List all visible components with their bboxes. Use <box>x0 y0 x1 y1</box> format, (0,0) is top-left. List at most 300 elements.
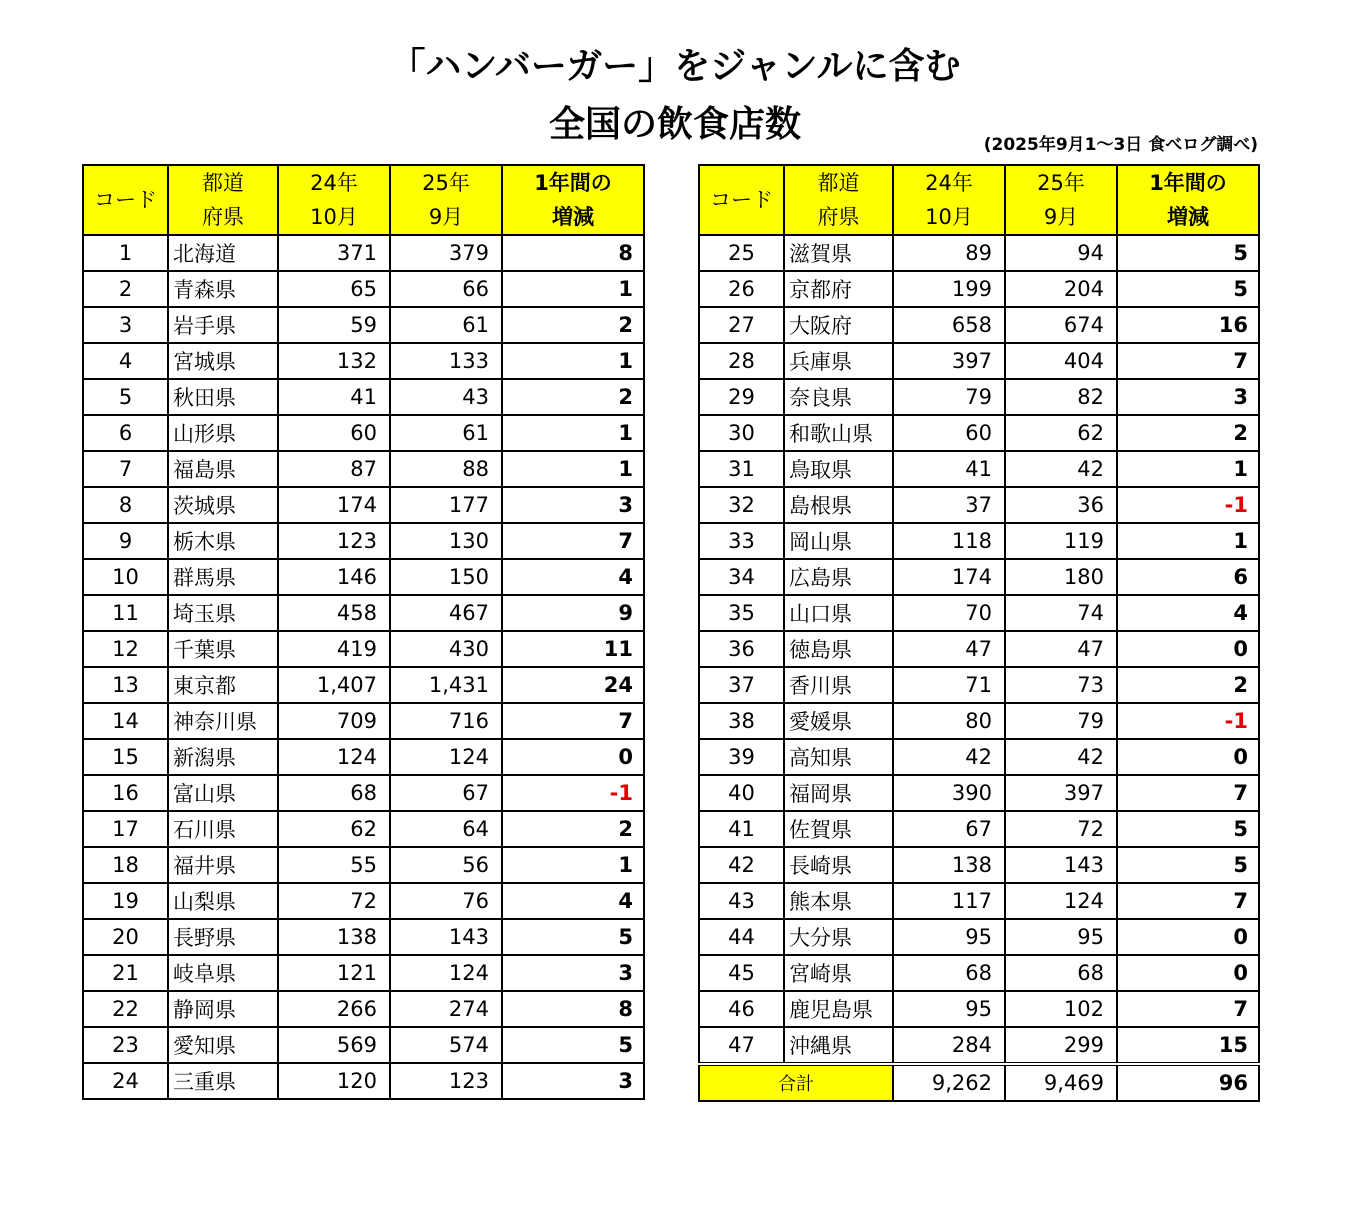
prefecture-cell: 宮崎県 <box>784 955 893 991</box>
prefecture-cell: 長崎県 <box>784 847 893 883</box>
change-cell: 3 <box>1117 379 1259 415</box>
code-cell: 11 <box>83 595 168 631</box>
table-row <box>699 451 1259 487</box>
count-2024-cell: 658 <box>893 307 1005 343</box>
table-row <box>699 883 1259 919</box>
prefecture-cell: 大分県 <box>784 919 893 955</box>
code-cell: 13 <box>83 667 168 703</box>
count-2025-cell: 124 <box>390 739 502 775</box>
header-y25 <box>1005 165 1117 235</box>
change-cell: 3 <box>502 487 644 523</box>
header-y25-line2: 9月 <box>428 205 464 229</box>
table-row <box>83 1027 644 1063</box>
header-pref-line2: 府県 <box>817 205 860 229</box>
count-2025-cell: 66 <box>390 271 502 307</box>
prefecture-cell: 鳥取県 <box>784 451 893 487</box>
code-cell: 33 <box>699 523 784 559</box>
count-2024-cell: 123 <box>278 523 390 559</box>
change-cell: -1 <box>502 775 644 811</box>
count-2024-cell: 68 <box>278 775 390 811</box>
header-y24-line1: 24年 <box>310 171 358 195</box>
table-row <box>699 415 1259 451</box>
change-cell: 2 <box>502 379 644 415</box>
prefecture-cell: 岐阜県 <box>168 955 278 991</box>
count-2024-cell: 41 <box>893 451 1005 487</box>
code-cell: 40 <box>699 775 784 811</box>
prefecture-cell: 栃木県 <box>168 523 278 559</box>
code-cell: 28 <box>699 343 784 379</box>
count-2025-cell: 574 <box>390 1027 502 1063</box>
count-2024-cell: 72 <box>278 883 390 919</box>
count-2024-cell: 95 <box>893 919 1005 955</box>
count-2025-cell: 150 <box>390 559 502 595</box>
change-cell: 4 <box>502 883 644 919</box>
table-row <box>83 595 644 631</box>
code-cell: 37 <box>699 667 784 703</box>
count-2025-cell: 62 <box>1005 415 1117 451</box>
code-cell: 32 <box>699 487 784 523</box>
change-cell: 2 <box>502 307 644 343</box>
count-2025-cell: 124 <box>390 955 502 991</box>
change-cell: 7 <box>502 703 644 739</box>
count-2025-cell: 79 <box>1005 703 1117 739</box>
change-cell: 1 <box>502 343 644 379</box>
count-2025-cell: 74 <box>1005 595 1117 631</box>
prefecture-cell: 東京都 <box>168 667 278 703</box>
count-2025-cell: 1,431 <box>390 667 502 703</box>
count-2024-cell: 42 <box>893 739 1005 775</box>
header-diff-line1: 1年間の <box>534 171 612 195</box>
change-cell: 1 <box>502 451 644 487</box>
code-cell: 27 <box>699 307 784 343</box>
count-2024-cell: 419 <box>278 631 390 667</box>
code-cell: 3 <box>83 307 168 343</box>
code-cell: 10 <box>83 559 168 595</box>
count-2025-cell: 143 <box>1005 847 1117 883</box>
change-cell: 3 <box>502 1063 644 1099</box>
prefecture-cell: 奈良県 <box>784 379 893 415</box>
prefecture-cell: 神奈川県 <box>168 703 278 739</box>
table-right <box>698 164 1260 1102</box>
change-cell: 8 <box>502 235 644 271</box>
count-2024-cell: 55 <box>278 847 390 883</box>
prefecture-cell: 山梨県 <box>168 883 278 919</box>
count-2024-cell: 174 <box>893 559 1005 595</box>
prefecture-cell: 滋賀県 <box>784 235 893 271</box>
header-y25 <box>390 165 502 235</box>
prefecture-cell: 岩手県 <box>168 307 278 343</box>
code-cell: 35 <box>699 595 784 631</box>
count-2024-cell: 390 <box>893 775 1005 811</box>
change-cell: -1 <box>1117 703 1259 739</box>
count-2025-cell: 180 <box>1005 559 1117 595</box>
count-2024-cell: 120 <box>278 1063 390 1099</box>
code-cell: 23 <box>83 1027 168 1063</box>
code-cell: 14 <box>83 703 168 739</box>
change-cell: 2 <box>1117 415 1259 451</box>
prefecture-cell: 広島県 <box>784 559 893 595</box>
prefecture-cell: 宮城県 <box>168 343 278 379</box>
code-cell: 5 <box>83 379 168 415</box>
change-cell: 4 <box>502 559 644 595</box>
count-2024-cell: 371 <box>278 235 390 271</box>
count-2024-cell: 124 <box>278 739 390 775</box>
count-2024-cell: 397 <box>893 343 1005 379</box>
table-row <box>83 559 644 595</box>
total-change-cell: 96 <box>1117 1064 1259 1101</box>
table-row <box>83 307 644 343</box>
code-cell: 18 <box>83 847 168 883</box>
table-row <box>699 955 1259 991</box>
table-row <box>83 451 644 487</box>
prefecture-cell: 香川県 <box>784 667 893 703</box>
count-2024-cell: 70 <box>893 595 1005 631</box>
prefecture-cell: 愛知県 <box>168 1027 278 1063</box>
table-row <box>699 739 1259 775</box>
count-2024-cell: 41 <box>278 379 390 415</box>
count-2024-cell: 199 <box>893 271 1005 307</box>
table-row <box>699 919 1259 955</box>
header-y25-line1: 25年 <box>422 171 470 195</box>
code-cell: 20 <box>83 919 168 955</box>
prefecture-cell: 富山県 <box>168 775 278 811</box>
code-cell: 29 <box>699 379 784 415</box>
change-cell: 6 <box>1117 559 1259 595</box>
change-cell: 0 <box>1117 631 1259 667</box>
table-row <box>83 919 644 955</box>
code-cell: 47 <box>699 1027 784 1064</box>
count-2025-cell: 177 <box>390 487 502 523</box>
code-cell: 43 <box>699 883 784 919</box>
change-cell: 1 <box>1117 523 1259 559</box>
total-label: 合計 <box>699 1064 893 1101</box>
header-y24 <box>278 165 390 235</box>
count-2025-cell: 430 <box>390 631 502 667</box>
change-cell: 7 <box>1117 343 1259 379</box>
header-y24 <box>893 165 1005 235</box>
change-cell: 5 <box>1117 271 1259 307</box>
change-cell: 0 <box>1117 739 1259 775</box>
code-cell: 36 <box>699 631 784 667</box>
code-cell: 16 <box>83 775 168 811</box>
count-2025-cell: 299 <box>1005 1027 1117 1064</box>
prefecture-cell: 徳島県 <box>784 631 893 667</box>
change-cell: 7 <box>502 523 644 559</box>
prefecture-cell: 熊本県 <box>784 883 893 919</box>
count-2025-cell: 716 <box>390 703 502 739</box>
prefecture-cell: 千葉県 <box>168 631 278 667</box>
code-cell: 6 <box>83 415 168 451</box>
table-row <box>699 667 1259 703</box>
table-row <box>83 631 644 667</box>
table-row <box>83 343 644 379</box>
table-row <box>699 307 1259 343</box>
code-cell: 44 <box>699 919 784 955</box>
header-pref-line1: 都道 <box>817 171 860 195</box>
count-2024-cell: 79 <box>893 379 1005 415</box>
code-cell: 41 <box>699 811 784 847</box>
count-2024-cell: 89 <box>893 235 1005 271</box>
code-cell: 9 <box>83 523 168 559</box>
code-cell: 19 <box>83 883 168 919</box>
count-2024-cell: 65 <box>278 271 390 307</box>
count-2025-cell: 467 <box>390 595 502 631</box>
table-row <box>83 379 644 415</box>
prefecture-cell: 福井県 <box>168 847 278 883</box>
header-diff <box>1117 165 1259 235</box>
prefecture-cell: 山口県 <box>784 595 893 631</box>
prefecture-cell: 島根県 <box>784 487 893 523</box>
table-row <box>83 271 644 307</box>
table-row <box>83 523 644 559</box>
count-2025-cell: 94 <box>1005 235 1117 271</box>
page-title: 「ハンバーガー」をジャンルに含む <box>389 46 961 87</box>
table-row <box>699 523 1259 559</box>
count-2024-cell: 284 <box>893 1027 1005 1064</box>
count-2025-cell: 204 <box>1005 271 1117 307</box>
count-2025-cell: 47 <box>1005 631 1117 667</box>
table-row <box>83 775 644 811</box>
change-cell: 24 <box>502 667 644 703</box>
count-2024-cell: 80 <box>893 703 1005 739</box>
prefecture-cell: 沖縄県 <box>784 1027 893 1064</box>
count-2024-cell: 95 <box>893 991 1005 1027</box>
count-2024-cell: 458 <box>278 595 390 631</box>
count-2024-cell: 68 <box>893 955 1005 991</box>
table-header-row <box>83 165 644 235</box>
change-cell: 4 <box>1117 595 1259 631</box>
count-2025-cell: 379 <box>390 235 502 271</box>
change-cell: 9 <box>502 595 644 631</box>
count-2025-cell: 73 <box>1005 667 1117 703</box>
change-cell: 5 <box>502 1027 644 1063</box>
table-row <box>699 595 1259 631</box>
code-cell: 39 <box>699 739 784 775</box>
change-cell: 7 <box>1117 775 1259 811</box>
count-2025-cell: 143 <box>390 919 502 955</box>
table-row <box>699 631 1259 667</box>
count-2025-cell: 102 <box>1005 991 1117 1027</box>
table-row <box>699 379 1259 415</box>
source-note: (2025年9月1〜3日 食べログ調べ) <box>983 135 1258 155</box>
prefecture-cell: 石川県 <box>168 811 278 847</box>
change-cell: 0 <box>502 739 644 775</box>
count-2024-cell: 1,407 <box>278 667 390 703</box>
count-2025-cell: 397 <box>1005 775 1117 811</box>
header-pref <box>168 165 278 235</box>
header-diff-line2: 増減 <box>1167 205 1209 229</box>
table-row <box>699 847 1259 883</box>
header-diff <box>502 165 644 235</box>
prefecture-cell: 和歌山県 <box>784 415 893 451</box>
prefecture-cell: 静岡県 <box>168 991 278 1027</box>
table-row <box>83 811 644 847</box>
header-y25-line1: 25年 <box>1037 171 1085 195</box>
total-2024-cell: 9,262 <box>893 1064 1005 1101</box>
prefecture-cell: 埼玉県 <box>168 595 278 631</box>
count-2024-cell: 67 <box>893 811 1005 847</box>
count-2024-cell: 60 <box>893 415 1005 451</box>
count-2024-cell: 87 <box>278 451 390 487</box>
table-row <box>83 955 644 991</box>
header-y24-line1: 24年 <box>925 171 973 195</box>
count-2025-cell: 274 <box>390 991 502 1027</box>
count-2024-cell: 47 <box>893 631 1005 667</box>
count-2025-cell: 72 <box>1005 811 1117 847</box>
header-code: コード <box>83 165 168 235</box>
change-cell: 2 <box>502 811 644 847</box>
prefecture-cell: 福岡県 <box>784 775 893 811</box>
prefecture-cell: 福島県 <box>168 451 278 487</box>
count-2025-cell: 67 <box>390 775 502 811</box>
table-row <box>83 235 644 271</box>
prefecture-cell: 京都府 <box>784 271 893 307</box>
prefecture-cell: 茨城県 <box>168 487 278 523</box>
code-cell: 34 <box>699 559 784 595</box>
table-row <box>699 271 1259 307</box>
count-2025-cell: 61 <box>390 415 502 451</box>
code-cell: 24 <box>83 1063 168 1099</box>
code-cell: 7 <box>83 451 168 487</box>
table-row <box>83 847 644 883</box>
header-pref-line2: 府県 <box>202 205 244 229</box>
count-2024-cell: 117 <box>893 883 1005 919</box>
prefecture-cell: 北海道 <box>168 235 278 271</box>
table-row <box>699 235 1259 271</box>
change-cell: 7 <box>1117 991 1259 1027</box>
code-cell: 38 <box>699 703 784 739</box>
code-cell: 15 <box>83 739 168 775</box>
prefecture-cell: 秋田県 <box>168 379 278 415</box>
count-2024-cell: 132 <box>278 343 390 379</box>
change-cell: 0 <box>1117 919 1259 955</box>
table-row <box>83 739 644 775</box>
header-pref-line1: 都道 <box>202 171 244 195</box>
total-row <box>699 1064 1259 1101</box>
count-2025-cell: 76 <box>390 883 502 919</box>
table-row <box>699 775 1259 811</box>
prefecture-cell: 青森県 <box>168 271 278 307</box>
prefecture-cell: 鹿児島県 <box>784 991 893 1027</box>
table-row <box>83 667 644 703</box>
count-2024-cell: 266 <box>278 991 390 1027</box>
table-row <box>83 991 644 1027</box>
prefecture-cell: 高知県 <box>784 739 893 775</box>
count-2025-cell: 68 <box>1005 955 1117 991</box>
prefecture-cell: 岡山県 <box>784 523 893 559</box>
change-cell: 1 <box>502 415 644 451</box>
count-2024-cell: 138 <box>893 847 1005 883</box>
code-cell: 26 <box>699 271 784 307</box>
count-2024-cell: 60 <box>278 415 390 451</box>
table-row <box>699 1027 1259 1064</box>
count-2025-cell: 43 <box>390 379 502 415</box>
count-2024-cell: 59 <box>278 307 390 343</box>
count-2025-cell: 61 <box>390 307 502 343</box>
prefecture-cell: 大阪府 <box>784 307 893 343</box>
change-cell: 8 <box>502 991 644 1027</box>
page-subtitle: 全国の飲食店数 <box>548 104 801 145</box>
code-cell: 46 <box>699 991 784 1027</box>
code-cell: 22 <box>83 991 168 1027</box>
prefecture-cell: 三重県 <box>168 1063 278 1099</box>
code-cell: 21 <box>83 955 168 991</box>
change-cell: -1 <box>1117 487 1259 523</box>
prefecture-cell: 群馬県 <box>168 559 278 595</box>
count-2024-cell: 709 <box>278 703 390 739</box>
code-cell: 12 <box>83 631 168 667</box>
count-2025-cell: 123 <box>390 1063 502 1099</box>
prefecture-cell: 長野県 <box>168 919 278 955</box>
header-code: コード <box>699 165 784 235</box>
table-row <box>83 415 644 451</box>
table-row <box>83 883 644 919</box>
change-cell: 1 <box>502 271 644 307</box>
count-2025-cell: 64 <box>390 811 502 847</box>
prefecture-cell: 愛媛県 <box>784 703 893 739</box>
change-cell: 3 <box>502 955 644 991</box>
count-2025-cell: 404 <box>1005 343 1117 379</box>
change-cell: 16 <box>1117 307 1259 343</box>
prefecture-cell: 新潟県 <box>168 739 278 775</box>
table-row <box>83 703 644 739</box>
count-2025-cell: 674 <box>1005 307 1117 343</box>
code-cell: 8 <box>83 487 168 523</box>
count-2024-cell: 71 <box>893 667 1005 703</box>
code-cell: 2 <box>83 271 168 307</box>
count-2025-cell: 42 <box>1005 451 1117 487</box>
change-cell: 11 <box>502 631 644 667</box>
count-2025-cell: 95 <box>1005 919 1117 955</box>
code-cell: 31 <box>699 451 784 487</box>
table-row <box>699 991 1259 1027</box>
count-2025-cell: 119 <box>1005 523 1117 559</box>
count-2024-cell: 121 <box>278 955 390 991</box>
header-y25-line2: 9月 <box>1043 205 1079 229</box>
code-cell: 17 <box>83 811 168 847</box>
count-2024-cell: 37 <box>893 487 1005 523</box>
change-cell: 5 <box>1117 235 1259 271</box>
count-2025-cell: 130 <box>390 523 502 559</box>
code-cell: 4 <box>83 343 168 379</box>
code-cell: 25 <box>699 235 784 271</box>
prefecture-cell: 兵庫県 <box>784 343 893 379</box>
code-cell: 1 <box>83 235 168 271</box>
change-cell: 5 <box>1117 847 1259 883</box>
prefecture-cell: 佐賀県 <box>784 811 893 847</box>
header-diff-line2: 増減 <box>552 205 594 229</box>
prefecture-cell: 山形県 <box>168 415 278 451</box>
change-cell: 5 <box>502 919 644 955</box>
change-cell: 5 <box>1117 811 1259 847</box>
table-row <box>83 487 644 523</box>
count-2025-cell: 124 <box>1005 883 1117 919</box>
code-cell: 45 <box>699 955 784 991</box>
count-2025-cell: 42 <box>1005 739 1117 775</box>
count-2025-cell: 82 <box>1005 379 1117 415</box>
code-cell: 30 <box>699 415 784 451</box>
table-row <box>699 487 1259 523</box>
table-row <box>699 811 1259 847</box>
header-y24-line2: 10月 <box>310 205 358 229</box>
header-pref <box>784 165 893 235</box>
code-cell: 42 <box>699 847 784 883</box>
change-cell: 0 <box>1117 955 1259 991</box>
count-2024-cell: 569 <box>278 1027 390 1063</box>
total-2025-cell: 9,469 <box>1005 1064 1117 1101</box>
change-cell: 7 <box>1117 883 1259 919</box>
count-2024-cell: 118 <box>893 523 1005 559</box>
